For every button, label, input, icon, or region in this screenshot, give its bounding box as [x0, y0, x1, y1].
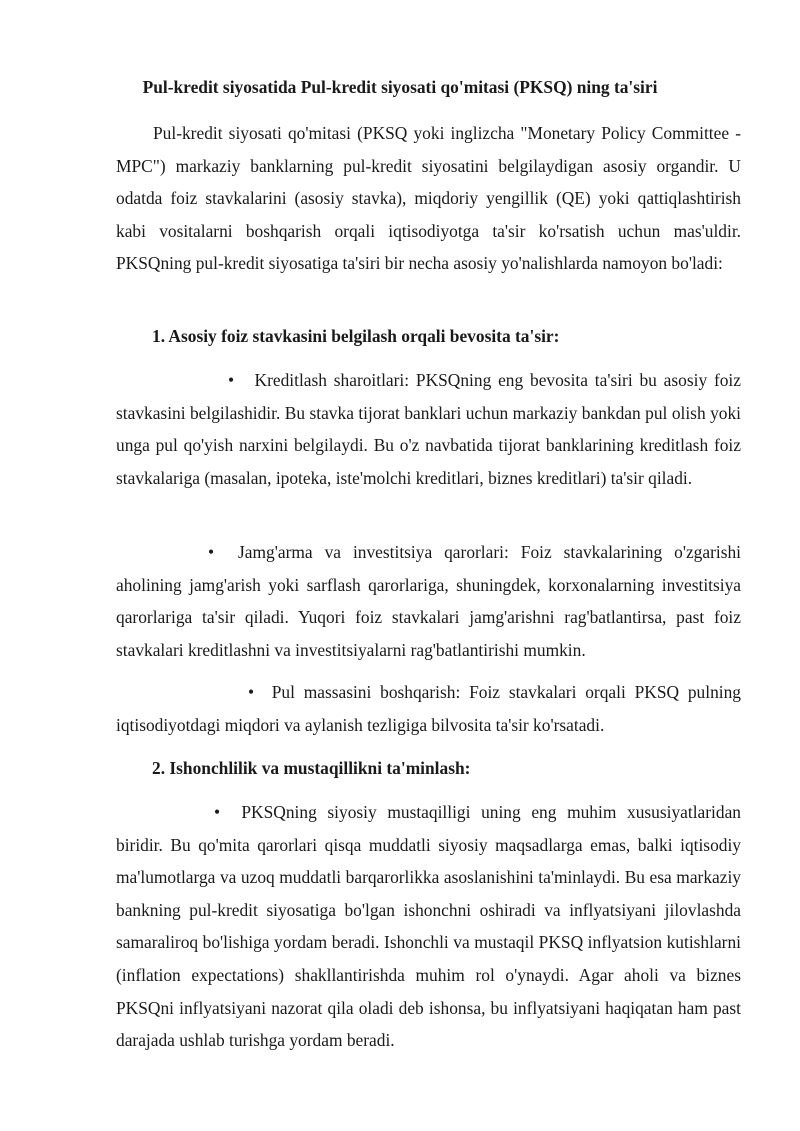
intro-paragraph	[116, 117, 741, 280]
bullet-text: Pul massasini boshqarish: Foiz stavkalari orqali PKSQ pulning iqtisodiyotdagi miqdori va aylanish tezligiga bilvosita ta'sir ko'rsatadi.	[116, 682, 741, 735]
bullet-icon: •	[208, 542, 215, 562]
intro-text: Pul-kredit siyosati qo'mitasi (PKSQ yoki inglizcha "Monetary Policy Committee - MPC") markaziy banklarning pul-kredit siyosatini belgilaydigan asosiy organdir. U odatda foiz stavkalarini (asosiy stavka), miqdoriy yengillik (QE) yoki qattiqlashtirish kabi vositalarni boshqarish orqali iqtisodiyotga ta'sir ko'rsatish uchun mas'uldir. PKSQning pul-kredit siyosatiga ta'siri bir necha asosiy yo'nalishlarda namoyon bo'ladi:	[116, 123, 741, 274]
section-2-heading: 2. Ishonchlilik va mustaqillikni ta'minlash:	[152, 758, 471, 778]
bullet-text: PKSQning siyosiy mustaqilligi uning eng muhim xususiyatlaridan biridir. Bu qo'mita qarorlari qisqa muddatli siyosiy maqsadlarga emas, balki iqtisodiy ma'lumotlarga va uzoq muddatli barqarorlikka asoslanishini ta'minlaydi. Bu esa markaziy bankning pul-kredit siyosatiga bo'lgan ishonchni oshiradi va inflyatsiyani jilovlashda samaraliroq bo'lishiga yordam beradi. Ishonchli va mustaqil PKSQ inflyatsion kutishlarni (inflation expectations) shakllantirishda muhim rol o'ynaydi. Agar aholi va biznes PKSQni inflyatsiyani nazorat qila oladi deb ishonsa, bu inflyatsiyani haqiqatan ham past darajada ushlab turishga yordam beradi.	[116, 802, 741, 1051]
document-title: Pul-kredit siyosatida Pul-kredit siyosati qo'mitasi (PKSQ) ning ta'siri	[142, 77, 658, 97]
section-1-heading: 1. Asosiy foiz stavkasini belgilash orqali bevosita ta'sir:	[152, 326, 560, 346]
bullet-text: Kreditlash sharoitlari: PKSQning eng bevosita ta'siri bu asosiy foiz stavkasini belgilashidir. Bu stavka tijorat banklari uchun markaziy bankdan pul olish yoki unga pul qo'yish narxini belgilaydi. Bu o'z navbatida tijorat banklarining kreditlash foiz stavkalariga (masalan, ipoteka, iste'molchi kreditlari, biznes kreditlari) ta'sir qiladi.	[116, 370, 741, 488]
bullet-icon: •	[214, 802, 221, 822]
bullet-text: Jamg'arma va investitsiya qarorlari: Foiz stavkalarining o'zgarishi aholining jamg'arish yoki sarflash qarorlariga, shuningdek, korxonalarning investitsiya qarorlariga ta'sir qiladi. Yuqori foiz stavkalari jamg'arishni rag'batlantirsa, past foiz stavkalari kreditlashni va investitsiyalarni rag'batlantirishi mumkin.	[116, 542, 741, 660]
section-1-bullet-2	[116, 536, 741, 666]
section-1-bullet-3	[116, 676, 741, 741]
section-1-bullet-1	[116, 364, 741, 494]
bullet-icon: •	[228, 370, 235, 390]
section-2-bullet-1	[116, 796, 741, 1057]
bullet-icon: •	[248, 682, 255, 702]
